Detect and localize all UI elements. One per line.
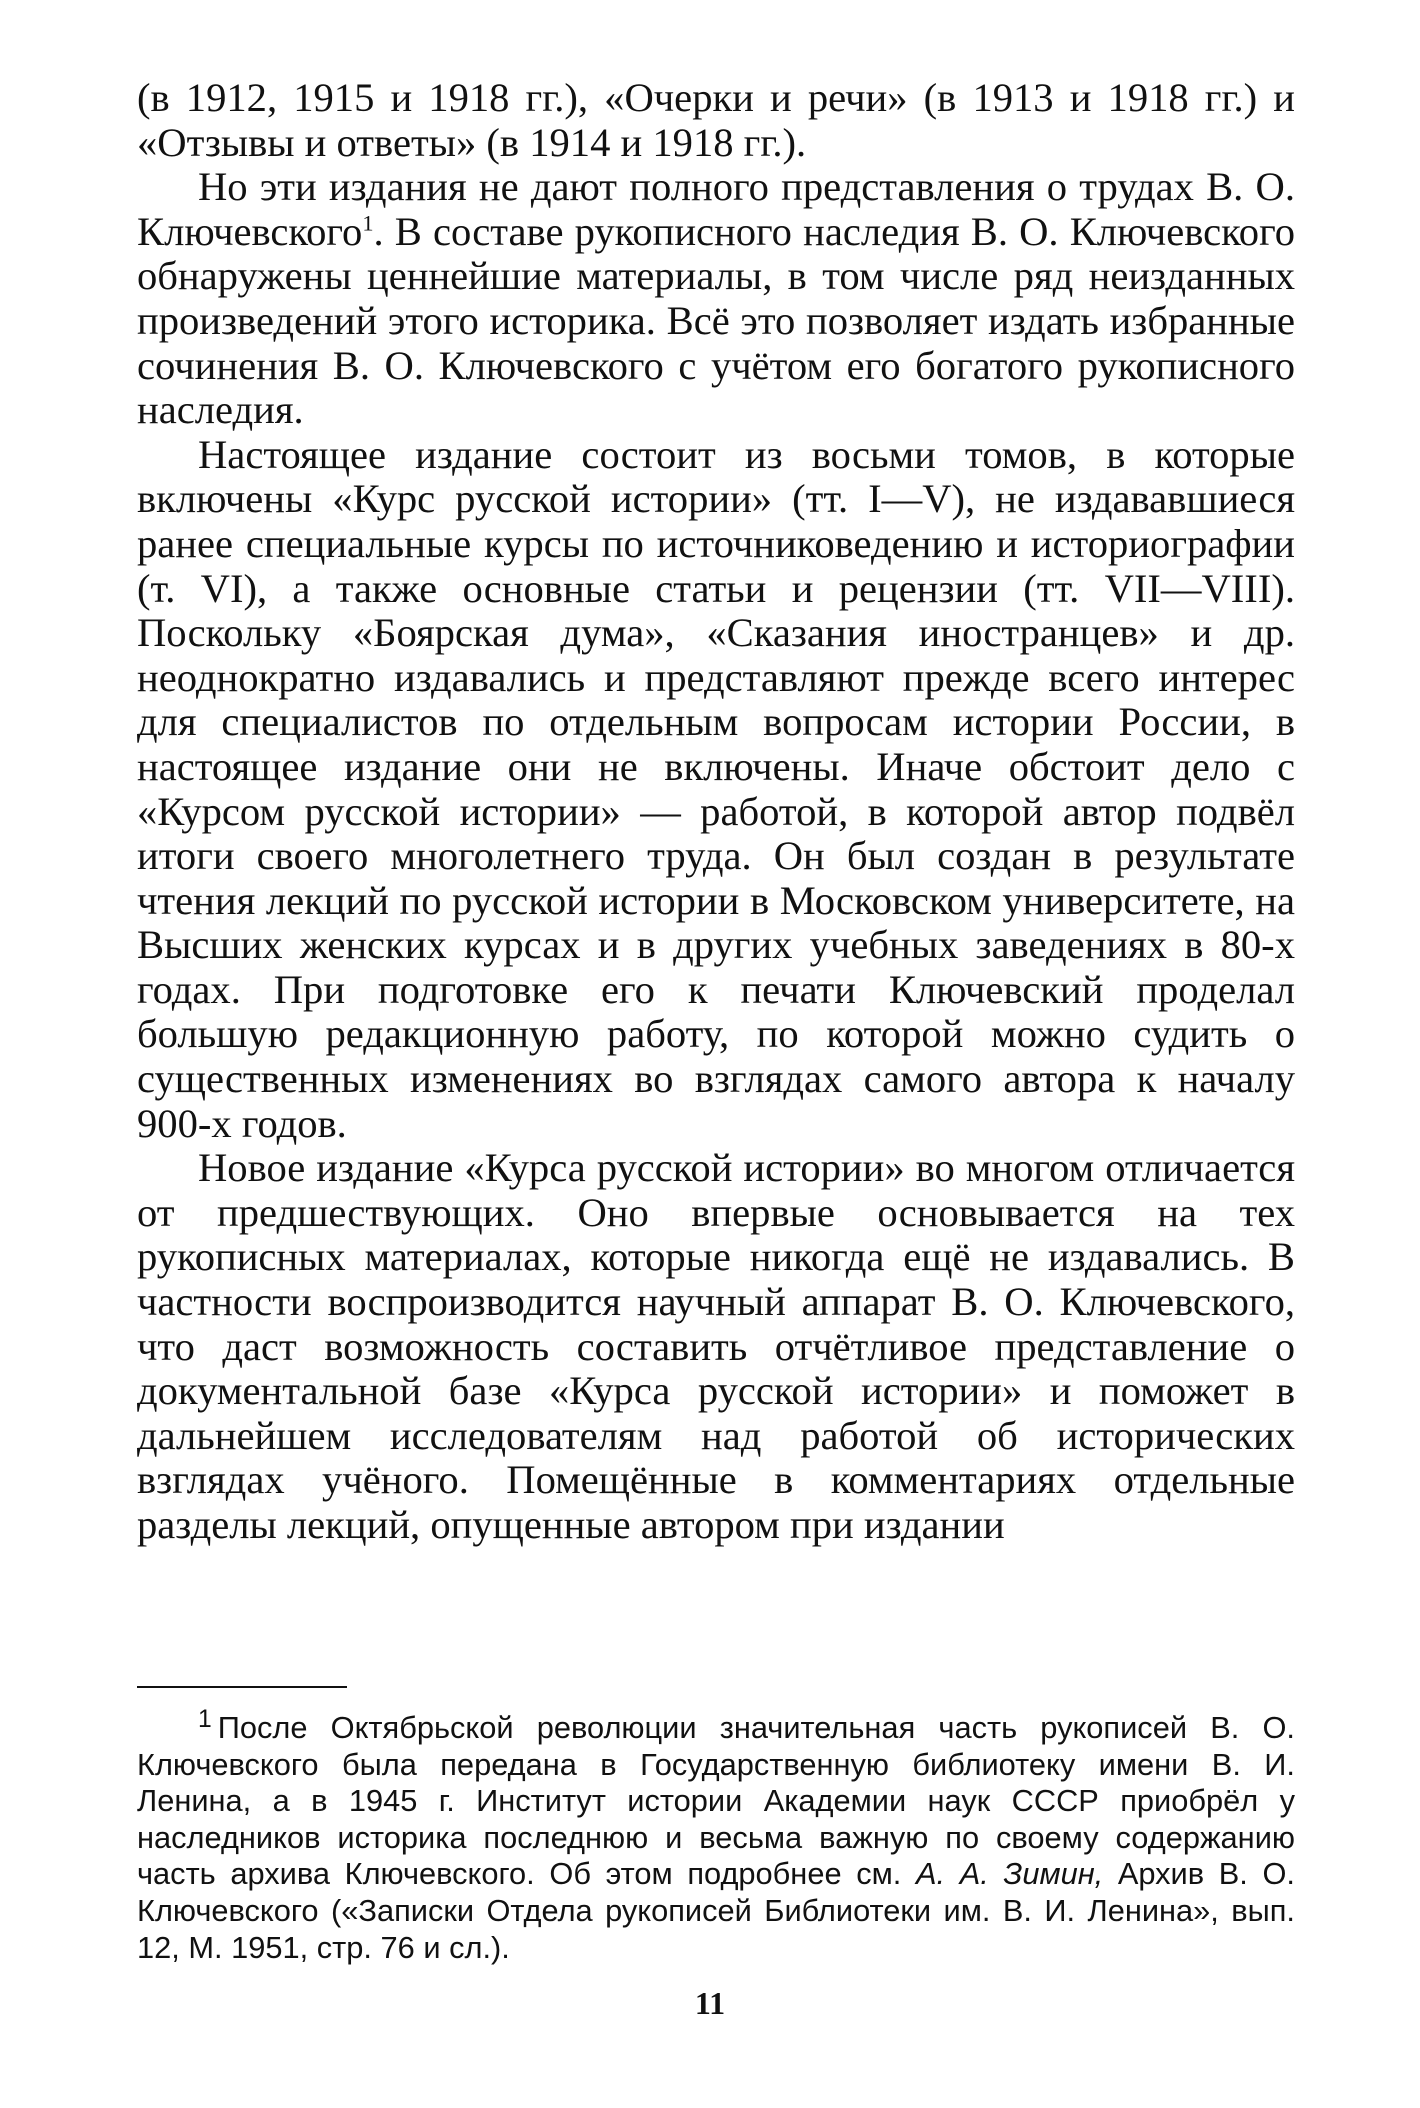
main-text [137,76,1295,1548]
footnote-paragraph [137,1705,1295,1966]
footnote-text: Архив В. О. Ключевского («Записки Отдела рукописей Библиотеки им. В. И. Ленина», вып. 12, М. 1951, стр. 76 и сл.). [137,1856,1295,1965]
page-number: 11 [694,1985,726,2021]
paragraph: Новое издание «Курса русской истории» во многом отличается от предшествующих. Оно впервые основывается на тех рукописных материалах, которые никогда ещё не издавались. В частности воспроизводится научный аппарат В. О. Ключевского, что даст возможность составить отчётливое представление о документальной базе «Курса русской истории» и поможет в дальнейшем исследователям над работой об исторических взглядах учёного. Помещённые в комментариях отдельные разделы лекций, опущенные автором при издании [137,1145,1295,1547]
paragraph: Настоящее издание состоит из восьми томов, в которые включены «Курс русской истории» (тт. I—V), не издававшиеся ранее специальные курсы по источниковедению и историографии (т. VI), а также основные статьи и рецензии (тт. VII—VIII). Поскольку «Боярская дума», «Сказания иностранцев» и др. неоднократно издавались и представляют прежде всего интерес для специалистов по отдельным вопросам истории России, в настоящее издание они не включены. Иначе обстоит дело с «Курсом русской истории» — работой, в которой автор подвёл итоги своего многолетнего труда. Он был создан в результате чтения лекций по русской истории в Московском университете, на Высших женских курсах и в других учебных заведениях в 80-х годах. При подготовке его к печати Ключевский проделал большую редакционную работу, по которой можно судить о существенных изменениях во взглядах самого автора к началу 900-х годов. [137,431,1295,1146]
page-body [137,76,1295,1548]
footnote-text: После Октябрьской революции значительная часть рукописей В. О. Ключевского была передана в Государственную библиотеку имени В. И. Ленина, а в 1945 г. Институт истории Академии наук СССР приобрёл у наследников историка последнюю и весьма важную по своему содержанию часть архива Ключевского. Об этом подробнее см. [137,1710,1295,1892]
footnote-reference[interactable]: 1 [362,210,374,236]
footnote-author: А. А. Зимин, [915,1856,1104,1892]
paragraph [137,165,1295,433]
paragraph-text: . В составе рукописного наследия В. О. Ключевского обнаружены ценнейшие материалы, в том числе ряд неизданных произведений этого историка. Всё это позволяет издать избранные сочинения В. О. Ключевского с учётом его богатого рукописного наследия. [137,208,1295,433]
paragraph-text: Но эти издания не дают полного представления о трудах В. О. Ключевского [137,164,1295,254]
footnote [137,1705,1295,1966]
footnote-number: 1 [198,1705,212,1733]
paragraph-continuation: (в 1912, 1915 и 1918 гг.), «Очерки и речи» (в 1913 и 1918 гг.) и «Отзывы и ответы» (в 1914 и 1918 гг.). [137,75,1295,165]
footnote-divider [137,1686,347,1688]
